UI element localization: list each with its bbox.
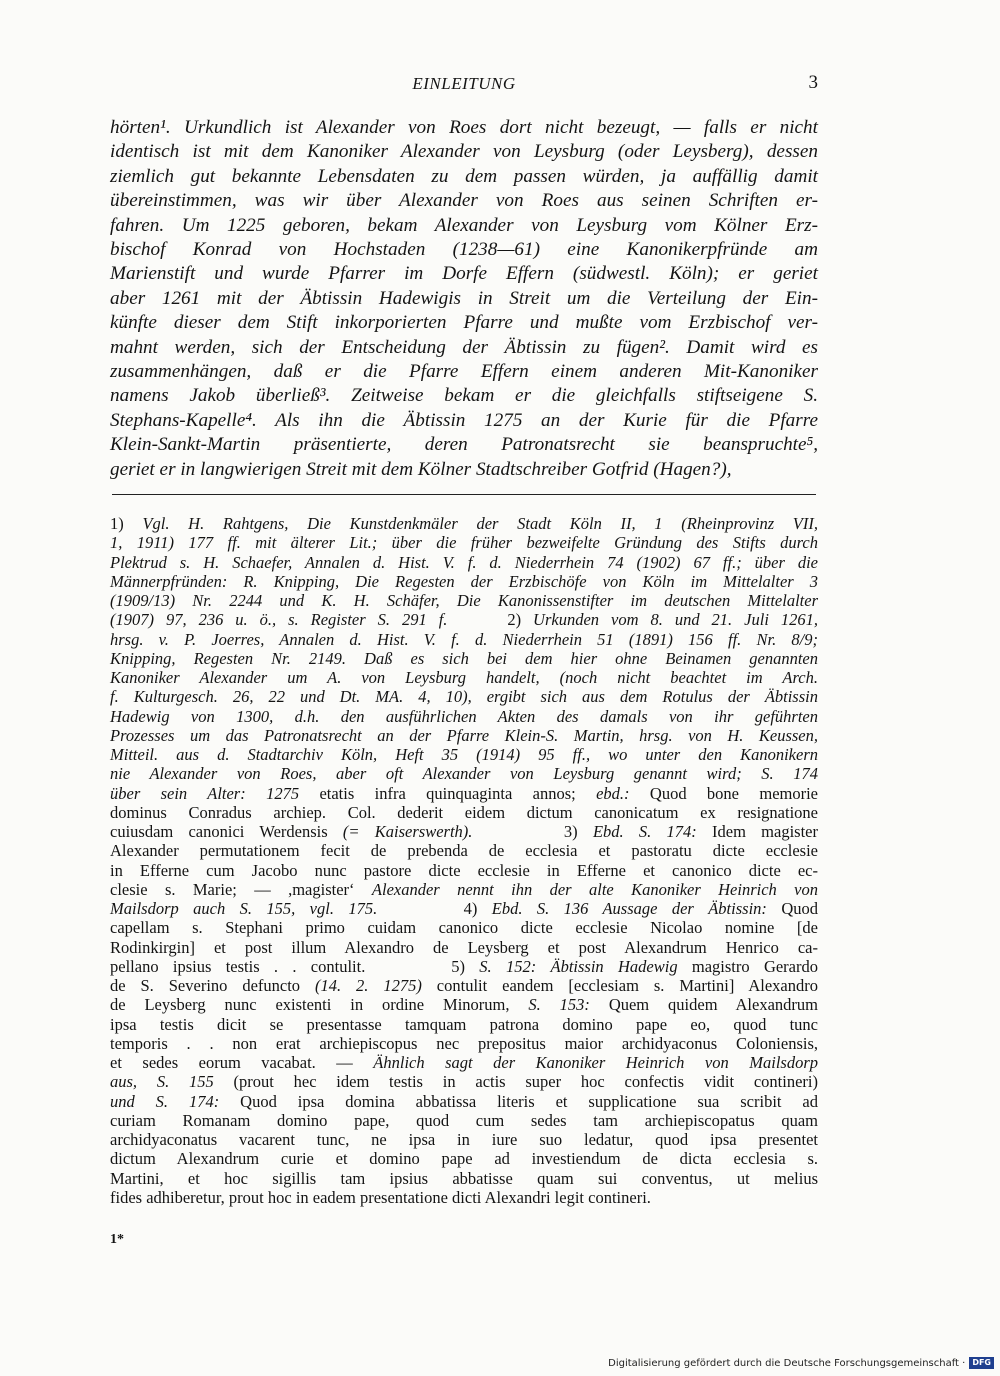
footnote-line <box>110 1092 818 1111</box>
roman-segment: Quem quidem Alexandrum <box>608 995 818 1015</box>
text-line: zusammenhängen, daß er die Pfarre Effern einem anderen Mit-Kanoniker <box>110 361 818 383</box>
italic-segment: Ebd. S. 136 Aussage der Äbtissin: <box>491 899 782 918</box>
roman-segment: Quod <box>781 899 818 918</box>
footnote-line <box>110 918 818 937</box>
italic-segment: aus, S. 155 <box>110 1072 234 1092</box>
italic-segment: nie Alexander von Roes, aber oft Alexander von Leysburg genannt wird; S. 174 <box>110 764 818 784</box>
footnote-line <box>110 803 818 822</box>
italic-segment: Urkunden vom 8. und 21. Juli 1261, <box>533 610 819 630</box>
roman-segment: clesie s. Marie; — ,magister‘ <box>110 879 372 899</box>
text-line: fahren. Um 1225 geboren, bekam Alexander von Leysburg vom Kölner Erz- <box>110 214 818 236</box>
text-line: Marienstift und wurde Pfarrer im Dorfe Effern (südwestl. Köln); er geriet <box>110 263 818 285</box>
italic-segment: S. 152: Äbtissin Hadewig <box>479 956 692 976</box>
roman-segment: 2) <box>447 610 534 630</box>
footnote-line <box>110 707 818 726</box>
roman-segment: capellam s. Stephani primo cuidam canonico dicte ecclesie Nicolao nomine [de <box>110 918 818 938</box>
italic-segment: Ähnlich sagt der Kanoniker Heinrich von Mailsdorp <box>373 1053 818 1072</box>
credit-text: Digitalisierung gefördert durch die Deutsche Forschungsgemeinschaft · <box>608 1357 966 1369</box>
text-line: Stephans-Kapelle⁴. Als ihn die Äbtissin 1275 an der Kurie für die Pfarre <box>110 409 818 431</box>
italic-segment: (1909/13) Nr. 2244 und K. H. Schäfer, Die Kanonissenstifter im deutschen Mittelalter <box>110 591 818 610</box>
footnote-line <box>110 514 818 533</box>
roman-segment: ipsa testis dicit se presentasse tamquam patrona domino pape eo, quod tunc <box>110 1014 818 1034</box>
page-number: 3 <box>808 72 818 93</box>
italic-segment: Mitteil. aus d. Stadtarchiv Köln, Heft 35 (1914) 95 ff., wo unter den Kanonikern <box>110 745 818 764</box>
text-line: identisch ist mit dem Kanoniker Alexander von Leysburg (oder Leysberg), dessen <box>110 141 818 163</box>
text-line: hörten¹. Urkundlich ist Alexander von Roes dort nicht bezeugt, — falls er nicht <box>110 117 818 138</box>
italic-segment: Mailsdorp auch S. 155, vgl. 175. <box>110 899 378 918</box>
footnote-line <box>110 880 818 899</box>
footnote-line <box>110 822 818 841</box>
roman-segment: Alexander permutationem fecit de prebenda de ecclesia et pastoratu dicte ecclesie <box>110 841 818 861</box>
roman-segment: de S. Severino defuncto <box>110 976 315 995</box>
italic-segment: Hadewig von 1300, d.h. den ausführlichen Akten des damals von ihr geführten <box>110 706 818 726</box>
roman-segment: archidyaconatus vacarent tunc, ne ipsa in iure suo ledatur, quod ipsa presentet <box>110 1130 818 1149</box>
footnote-line <box>110 938 818 957</box>
italic-segment: (14. 2. 1275) <box>315 976 437 995</box>
roman-segment: dictum Alexandrum curie et domino pape ad investiendum de dicta ecclesia s. <box>110 1149 818 1169</box>
roman-segment: Quod bone memorie <box>649 783 819 803</box>
main-text <box>110 116 818 482</box>
footnote-divider <box>112 494 816 495</box>
text-line: geriet er in langwierigen Streit mit dem Kölner Stadtschreiber Gotfrid (Hagen?), <box>110 458 732 480</box>
italic-segment: Vgl. H. Rahtgens, Die Kunstdenkmäler der Stadt Köln II, 1 (Rheinprovinz VII, <box>142 514 818 533</box>
text-line: künfte dieser dem Stift inkorporierten Pfarre und mußte vom Erzbischof ver- <box>110 312 818 334</box>
text-line: bischof Konrad von Hochstaden (1238—61) eine Kanonikerpfründe am <box>110 239 818 261</box>
roman-segment: in Efferne cum Jacobo nunc pastore dicte ecclesie in Efferne et canonico dicte ec- <box>110 860 818 880</box>
footnote-line <box>110 726 818 745</box>
footnote-line <box>110 610 818 629</box>
footnote-line <box>110 1034 818 1053</box>
footnote-line <box>110 1169 818 1188</box>
italic-segment: Knipping, Regesten Nr. 2149. Daß es sich bei dem hier ohne Beinamen genannten <box>110 648 818 668</box>
italic-segment: Plektrud s. H. Schaefer, Annalen d. Hist. V. f. d. Niederrhein 74 (1902) 67 ff.; über die <box>110 552 818 572</box>
footnote-line <box>110 1149 818 1168</box>
italic-segment: Prozesses um das Patronatsrecht an der Pfarre Klein-S. Martin, hrsg. von H. Keussen, <box>110 725 818 745</box>
footnote-line <box>110 1015 818 1034</box>
italic-segment: S. 153: <box>528 995 609 1015</box>
roman-segment: Quod ipsa domina abbatissa literis et supplicatione sua scribit ad <box>240 1091 818 1111</box>
italic-segment: ebd.: <box>596 783 650 803</box>
roman-segment: Idem magister <box>712 822 819 841</box>
italic-segment: 1, 1911) 177 ff. mit älterer Lit.; über die früher bezweifelte Gründung des Stifts durch <box>110 533 818 553</box>
roman-segment: magistro Gerardo <box>691 956 818 976</box>
footnote-line <box>110 1111 818 1130</box>
page-header <box>110 74 818 100</box>
footnote-line <box>110 591 818 610</box>
italic-segment: hrsg. v. P. Joerres, Annalen d. Hist. V. f. d. Niederrhein 51 (1891) 156 ff. Nr. 8/9; <box>110 629 818 649</box>
footnote-line <box>110 861 818 880</box>
footnote-line <box>110 899 818 918</box>
roman-segment: (prout hec idem testis in actis super hoc confectis vidit contineri) <box>233 1072 819 1092</box>
text-line: mahnt werden, sich der Entscheidung der Äbtissin zu fügen². Damit wird es <box>110 336 818 358</box>
roman-segment: Martini, et hoc sigillis tam ipsius abbatisse quam sui conventus, ut melius <box>110 1168 818 1188</box>
footnote-line <box>110 533 818 552</box>
footnote-line <box>110 995 818 1014</box>
roman-segment: pellano ipsius testis . . contulit. 5) <box>110 956 480 976</box>
italic-segment: Kanoniker Alexander um A. von Leysburg handelt, (noch nicht beachtet im Arch. <box>110 668 818 687</box>
roman-segment: temporis . . non erat archiepiscopus nec prepositus maior archidyaconus Coloniensis, <box>110 1033 818 1053</box>
italic-segment: (= Kaiserswerth). <box>342 822 473 841</box>
digitization-credit <box>608 1357 994 1369</box>
roman-segment: contulit eandem [ecclesiam s. Martini] Alexandro <box>436 976 818 995</box>
footnote-line <box>110 1188 818 1207</box>
footnote-line <box>110 976 818 995</box>
roman-segment: 3) <box>472 822 593 841</box>
footnote-line <box>110 745 818 764</box>
text-line: aber 1261 mit der Äbtissin Hadewigis in Streit um die Verteilung der Ein- <box>110 287 818 309</box>
roman-segment: etatis infra quinquaginta annos; <box>319 783 597 803</box>
roman-segment: 4) <box>377 899 492 918</box>
footnote-line <box>110 957 818 976</box>
footnotes <box>110 514 818 1207</box>
italic-segment: f. Kulturgesch. 26, 22 und Dt. MA. 4, 10), ergibt sich aus dem Rotulus der Äbtissin <box>110 687 818 707</box>
roman-segment: cuiusdam canonici Werdensis <box>110 822 343 841</box>
roman-segment: fides adhiberetur, prout hoc in eadem presentatione dicti Alexandri legit contineri. <box>110 1187 651 1207</box>
footnote-line <box>110 668 818 687</box>
text-line: namens Jakob überließ³. Zeitweise bekam er die gleichfalls stiftseigene S. <box>110 385 818 407</box>
footnote-line <box>110 630 818 649</box>
footnote-line <box>110 1072 818 1091</box>
italic-segment: über sein Alter: 1275 <box>110 783 320 803</box>
dfg-logo: DFG <box>969 1357 994 1369</box>
roman-segment: et sedes eorum vacabat. — <box>110 1053 374 1072</box>
footnote-line <box>110 553 818 572</box>
footnote-line <box>110 784 818 803</box>
text-line: übereinstimmen, was wir über Alexander von Roes aus seinen Schriften er- <box>110 190 818 212</box>
roman-segment: dominus Conradus archiep. Col. dederit eidem dictum canonicatum ex resignatione <box>110 802 818 822</box>
footnote-line <box>110 572 818 591</box>
running-head: EINLEITUNG <box>412 74 516 93</box>
roman-segment: Rodinkirgin] et post illum Alexandro de Leysberg et post Alexandrum Henrico ca- <box>110 937 818 957</box>
italic-segment: und S. 174: <box>110 1091 241 1111</box>
footnote-line <box>110 1130 818 1149</box>
signature-mark: 1* <box>110 1232 124 1247</box>
italic-segment: Ebd. S. 174: <box>592 822 713 841</box>
footnote-line <box>110 841 818 860</box>
footnote-line <box>110 687 818 706</box>
text-line: ziemlich gut bekannte Lebensdaten zu dem passen würden, ja auffällig damit <box>110 165 818 187</box>
roman-segment: curiam Romanam domino pape, quod cum sedes tam archiepiscopatus quam <box>110 1110 818 1130</box>
roman-segment: 1) <box>110 514 143 533</box>
footnote-line <box>110 1053 818 1072</box>
italic-segment: Männerpfründen: R. Knipping, Die Regesten der Erzbischöfe von Köln im Mittelalter 3 <box>110 571 818 591</box>
roman-segment: de Leysberg nunc existenti in ordine Minorum, <box>110 995 529 1015</box>
italic-segment: Alexander nennt ihn der alte Kanoniker Heinrich von <box>371 879 818 899</box>
text-line: Klein-Sankt-Martin präsentierte, deren Patronatsrecht sie beanspruchte⁵, <box>110 434 818 456</box>
footnote-line <box>110 649 818 668</box>
footnote-line <box>110 764 818 783</box>
italic-segment: (1907) 97, 236 u. ö., s. Register S. 291 f. <box>110 610 448 630</box>
